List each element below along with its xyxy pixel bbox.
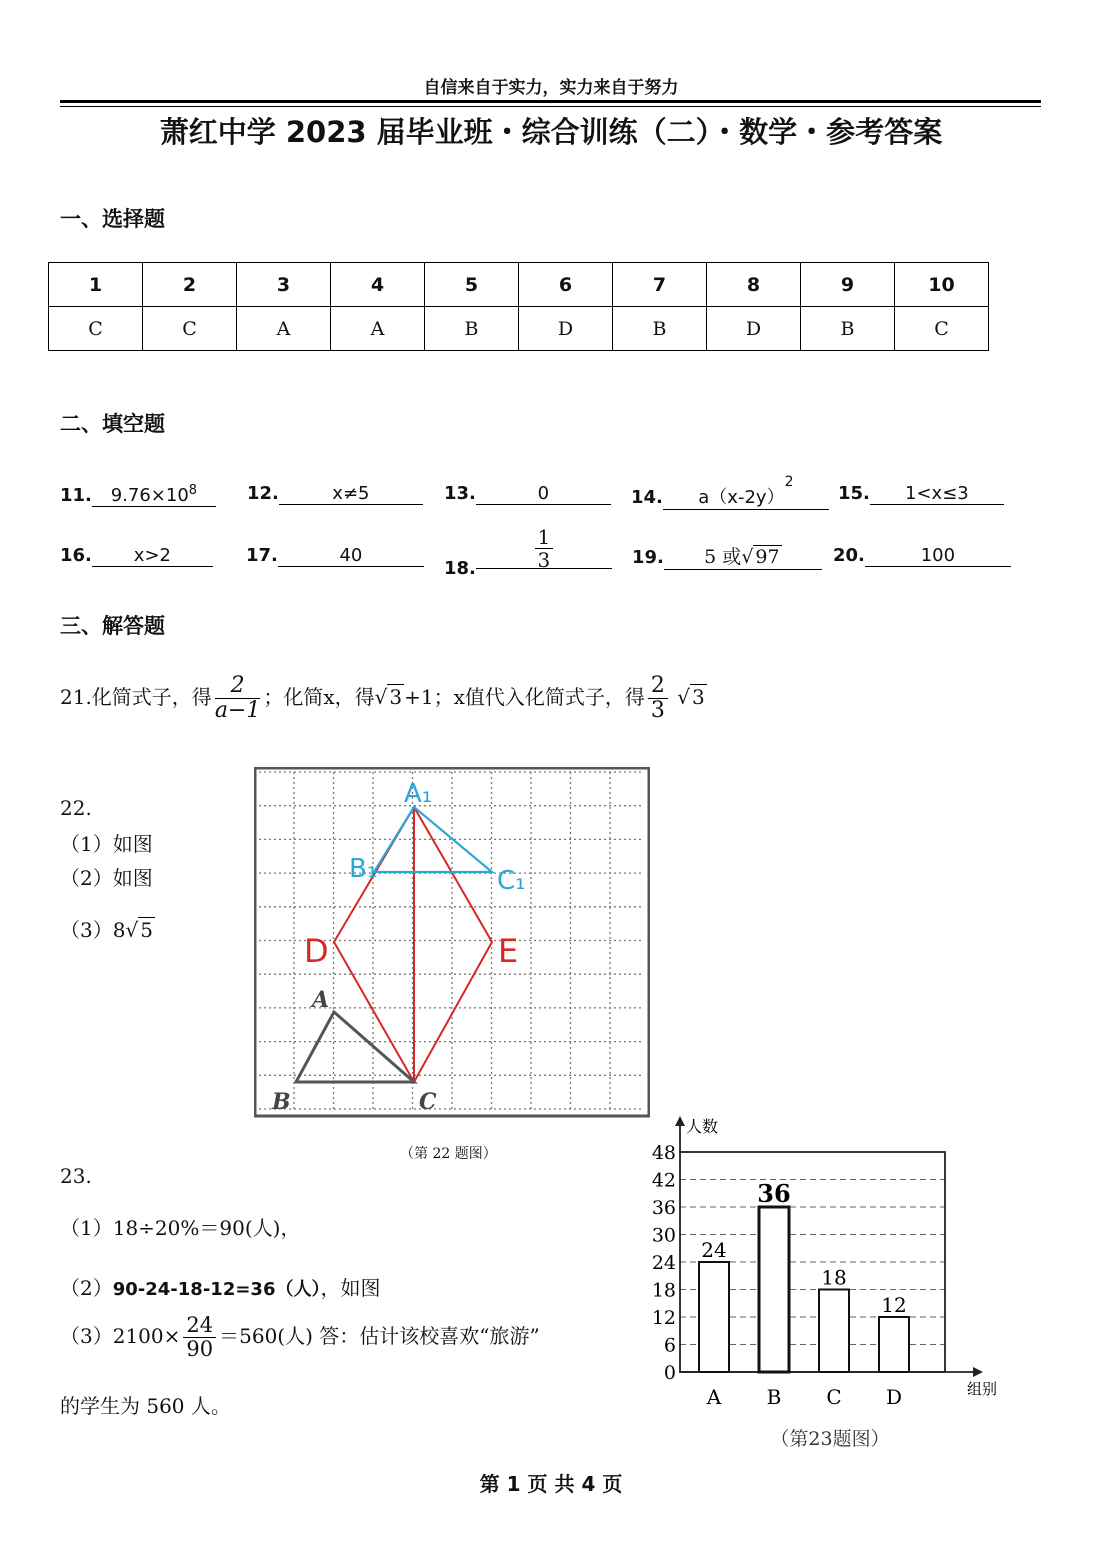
choice-answer-cell: B [425,307,519,351]
q23-part3: （3）2100× $\frac{24}{90}$ ＝560(人) 答：估计该校喜欢“旅游” [60,1313,540,1362]
bar-B [759,1207,789,1372]
fill-item-17: 17. 40 [246,545,424,567]
page-title: 萧红中学 2023 届毕业班・综合训练（二）・数学・参考答案 [159,115,943,149]
choice-number-cell: 1 [49,263,143,307]
choice-number-row [49,263,989,307]
q21-answer: 21.化简式子，得 $\frac{2}{a-1}$ ；化简x，得√ 3 +1；x值代入化简式子，得 $\frac{2}{3}$ √ 3 [60,673,705,724]
choice-answer-row [49,307,989,351]
label-D: D [304,932,329,970]
page-footer: 第 1 页 共 4 页 [479,1472,623,1496]
choice-answer-cell: C [143,307,237,351]
x-tick-label: D [885,1385,903,1409]
fill-item-14: 14. $a(x-2y)^2$ [631,483,829,510]
y-tick-label: 6 [663,1334,676,1357]
label-B: B [272,1089,291,1115]
y-axis-arrow [675,1116,685,1126]
fill-item-15: 15. 1<x≤3 [838,483,1004,505]
q22-part3: （3）8√ 5 [60,918,153,942]
y-tick-label: 24 [651,1252,676,1274]
fill-item-11: 11. $9.76\times 10^8$ [60,483,216,507]
y-axis-label: 人数 [686,1117,719,1136]
choice-answer-cell: D [707,307,801,351]
choice-answer-cell: A [331,307,425,351]
label-B1: B₁ [349,854,378,884]
section-choice-heading: 一、选择题 [60,207,165,231]
fill-item-16: 16. x>2 [60,545,213,567]
x-tick-label: B [766,1385,782,1409]
x-tick-label: C [826,1385,842,1409]
choice-number-cell: 7 [613,263,707,307]
bar-D [879,1317,909,1372]
q23-bar-chart [640,1110,1020,1455]
y-tick-label: 42 [651,1169,676,1192]
y-tick-label: 36 [651,1197,676,1219]
q22-part1: （1）如图 [60,832,153,856]
q23-part3-cont: 的学生为 560 人。 [60,1394,231,1418]
bar-A [699,1262,729,1372]
q23-number: 23. [60,1164,92,1188]
choice-number-cell: 6 [519,263,613,307]
header-motto: 自信来自于实力，实力来自于努力 [423,78,679,98]
bar-value-label: 18 [821,1265,847,1290]
section-answer-heading: 三、解答题 [60,614,165,638]
bar-C [819,1290,849,1373]
x-axis-arrow [973,1367,983,1377]
fill-item-13: 13. 0 [444,483,611,505]
fill-item-19: 19. 5 或√ 97 [632,542,822,570]
y-tick-label: 0 [663,1362,676,1384]
choice-number-cell: 2 [143,263,237,307]
q23-part1: （1）18÷20%＝90(人)， [60,1216,301,1240]
choice-number-cell: 4 [331,263,425,307]
y-tick-label: 12 [651,1307,676,1329]
label-E: E [498,932,519,970]
choice-answer-table [48,262,989,351]
q22-caption: （第 22 题图） [400,1146,497,1162]
y-tick-label: 48 [651,1142,676,1164]
choice-number-cell: 9 [801,263,895,307]
bar-value-label: 12 [881,1293,907,1317]
header-rule-thick [60,100,1041,103]
choice-number-cell: 8 [707,263,801,307]
q23-part2: （2）90-24-18-12=36（人），如图 [60,1276,381,1300]
y-tick-label: 18 [651,1279,676,1302]
choice-number-cell: 10 [895,263,989,307]
label-A: A [312,987,330,1013]
choice-answer-cell: B [801,307,895,351]
choice-answer-cell: A [237,307,331,351]
choice-answer-cell: C [895,307,989,351]
label-C: C [419,1089,437,1115]
x-tick-label: A [706,1385,722,1409]
choice-answer-cell: B [613,307,707,351]
bar-value-label: 24 [701,1238,727,1262]
section-fill-heading: 二、填空题 [60,412,165,436]
choice-number-cell: 3 [237,263,331,307]
header-rule-thin [60,106,1041,107]
chart-caption: （第23题图） [770,1428,890,1450]
label-A1: A₁ [404,779,433,809]
fill-item-12: 12. x≠5 [247,483,423,505]
choice-answer-cell: C [49,307,143,351]
bar-value-label: 36 [757,1179,791,1208]
fill-item-18: 18. $\frac{1}{3}$ [444,528,612,561]
choice-answer-cell: D [519,307,613,351]
fill-item-20: 20. 100 [833,545,1011,567]
q22-number: 22. [60,796,92,820]
q22-grid-figure [254,767,650,1119]
q22-part2: （2）如图 [60,866,153,890]
choice-number-cell: 5 [425,263,519,307]
y-tick-label: 30 [651,1224,676,1247]
label-C1: C₁ [497,866,526,896]
x-axis-label: 组别 [967,1380,998,1398]
